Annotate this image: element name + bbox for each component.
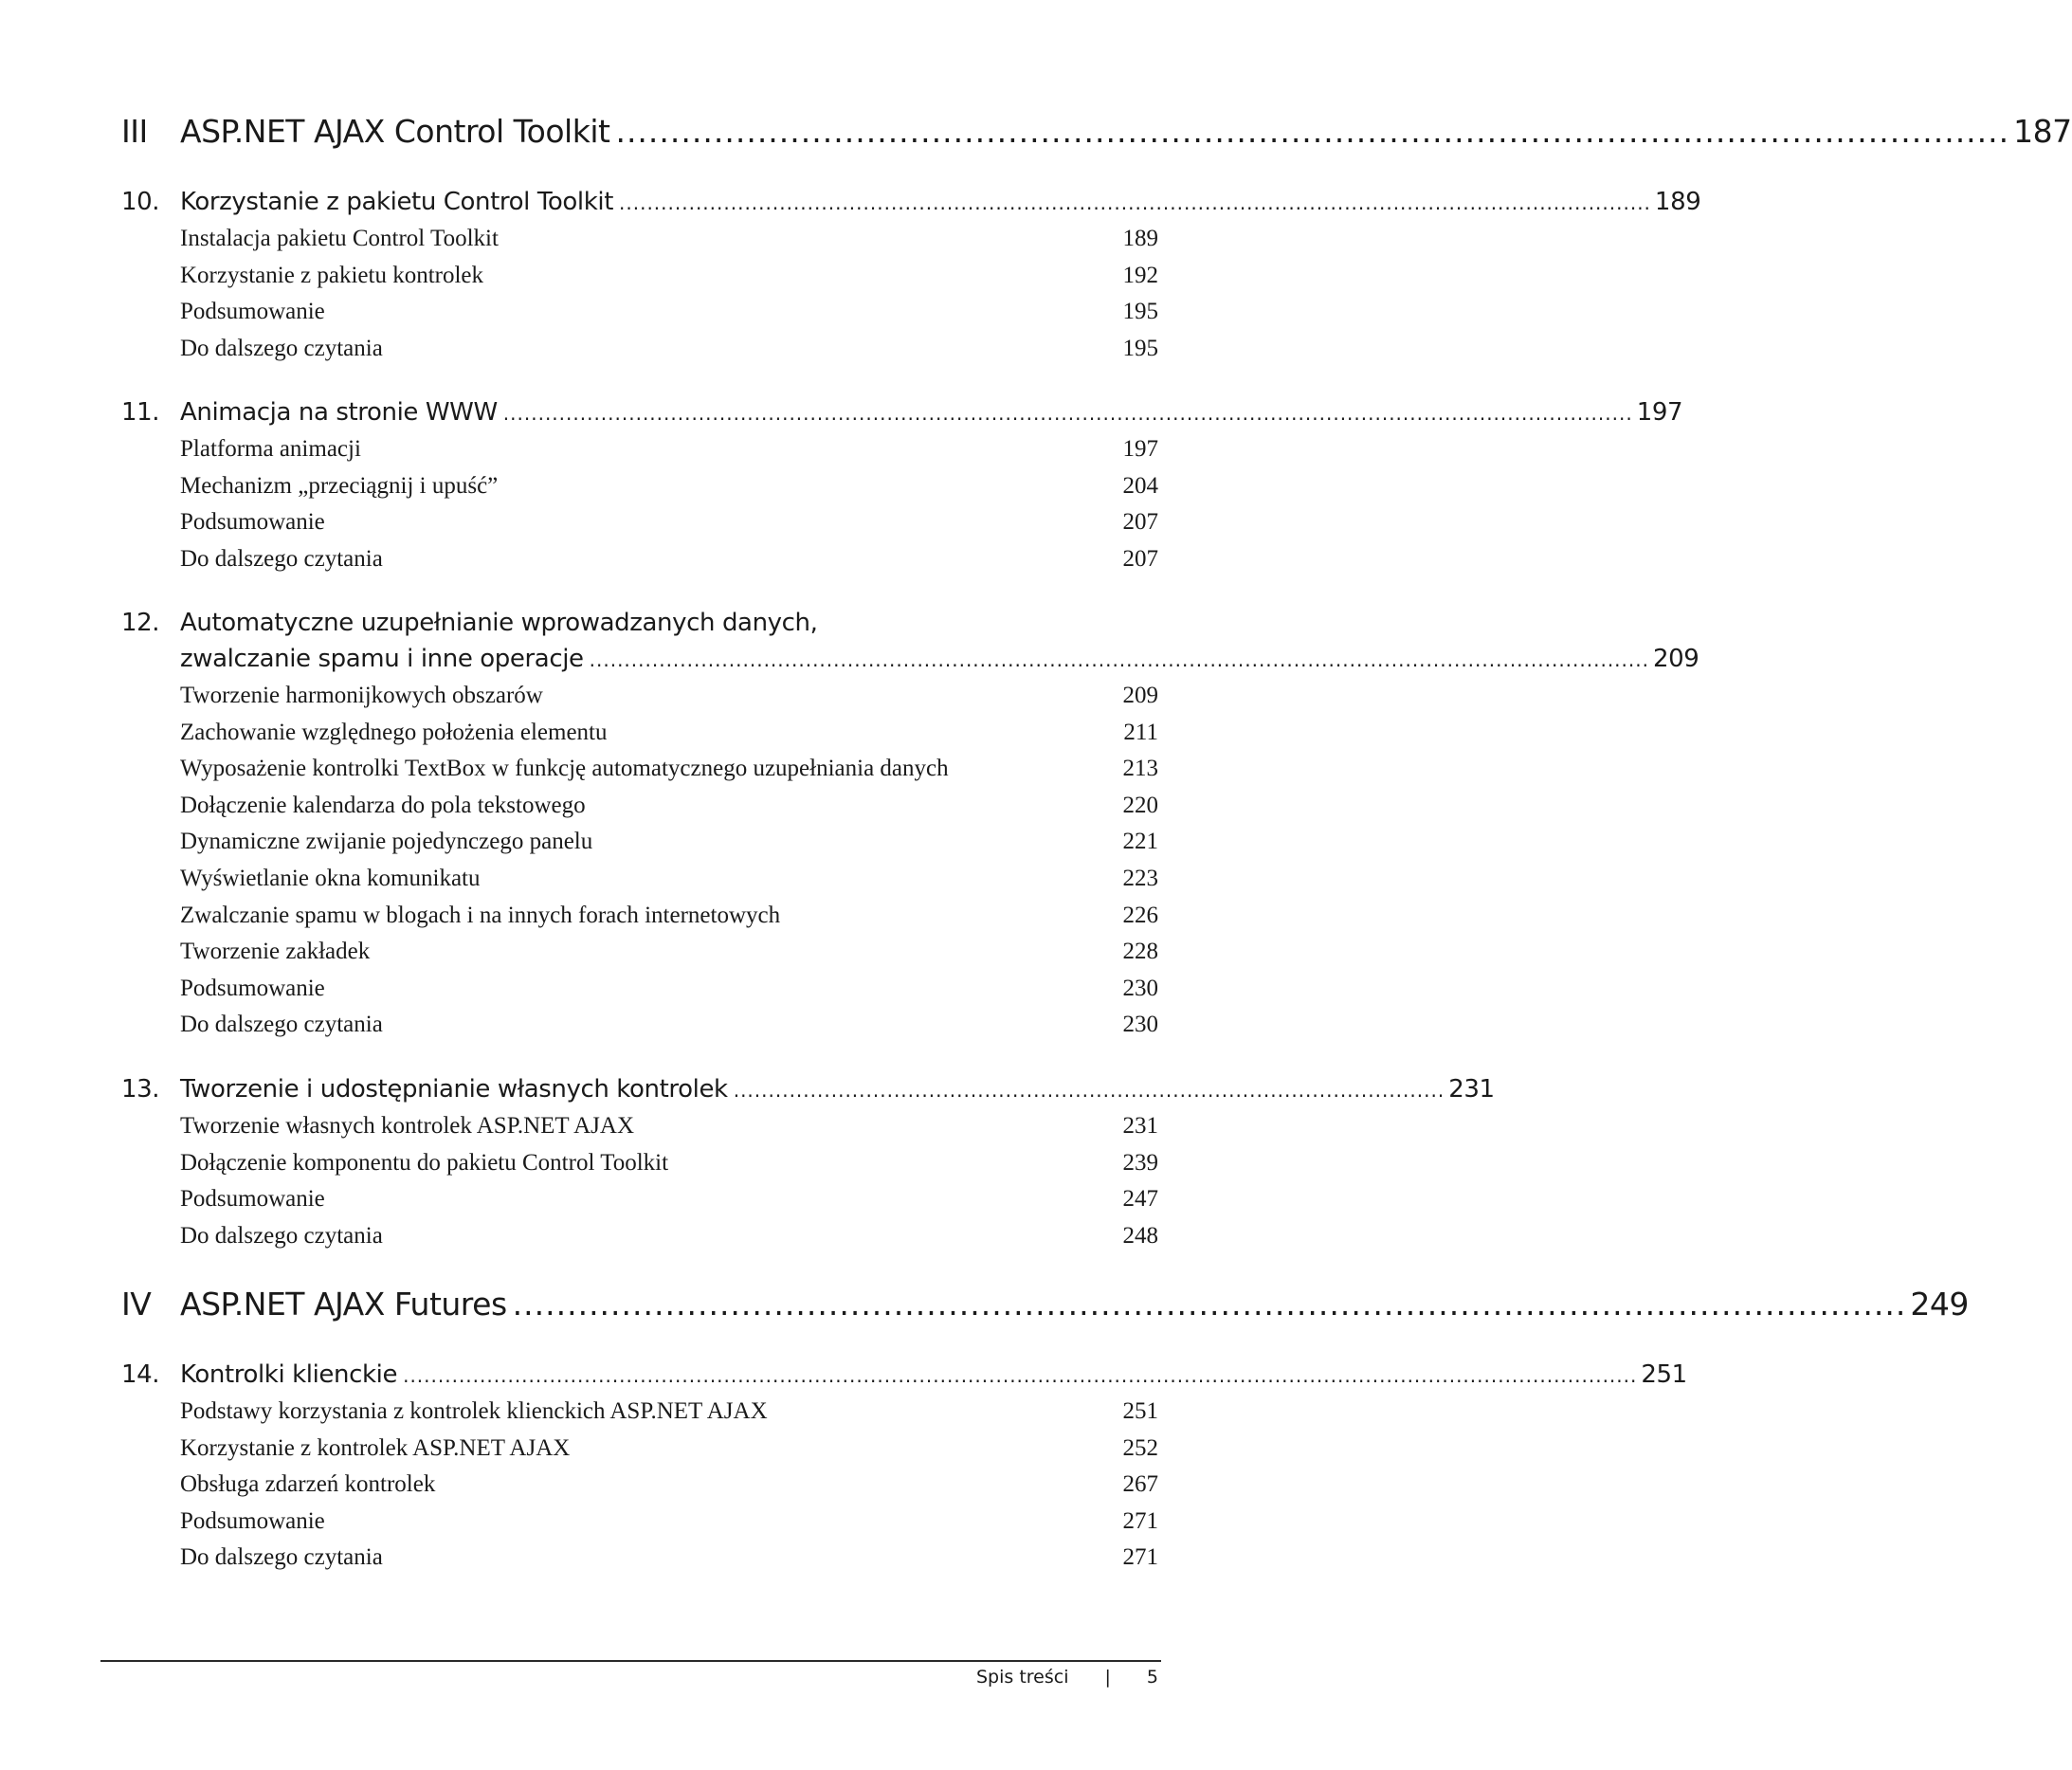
entry-title: Korzystanie z kontrolek ASP.NET AJAX <box>180 1434 571 1461</box>
toc-entry <box>180 976 1158 1013</box>
entry-title: Tworzenie własnych kontrolek ASP.NET AJAX <box>180 1113 634 1139</box>
entry-title: Mechanizm „przeciągnij i upuść” <box>180 472 499 499</box>
part-title: ASP.NET AJAX Futures <box>180 1286 507 1323</box>
entry-title: Do dalszego czytania <box>180 335 383 361</box>
part-heading <box>121 1286 1969 1342</box>
part-page-number: 187 <box>2013 113 2072 150</box>
entry-title: Korzystanie z pakietu kontrolek <box>180 262 484 288</box>
toc-entry <box>180 903 1158 940</box>
entry-page-number: 223 <box>1122 865 1158 891</box>
footer-section-label: Spis treści <box>976 1667 1069 1688</box>
section-list <box>180 1398 1158 1581</box>
entry-page-number: 207 <box>1122 509 1158 536</box>
entry-page-number: 271 <box>1122 1507 1158 1534</box>
toc-entry <box>180 756 1158 793</box>
entry-page-number: 231 <box>1122 1113 1158 1139</box>
entry-page-number: 252 <box>1122 1434 1158 1461</box>
entry-page-number: 195 <box>1122 299 1158 325</box>
chapter-number: 12. <box>121 609 160 637</box>
entry-page-number: 230 <box>1122 975 1158 1001</box>
toc-entry <box>180 226 1158 263</box>
entry-page-number: 197 <box>1122 436 1158 462</box>
chapter-number: 11. <box>121 398 160 427</box>
entry-page-number: 189 <box>1122 226 1158 251</box>
part-number: III <box>121 113 148 150</box>
part-title: ASP.NET AJAX Control Toolkit <box>180 113 610 150</box>
entry-page-number: 226 <box>1122 902 1158 928</box>
entry-page-number: 211 <box>1123 719 1158 745</box>
entry-title: Dołączenie komponentu do pakietu Control Toolkit <box>180 1149 669 1176</box>
entry-title: Tworzenie zakładek <box>180 939 371 965</box>
entry-title: Podsumowanie <box>180 1507 325 1534</box>
toc-entry <box>180 1186 1158 1223</box>
entry-title: Podsumowanie <box>180 1186 325 1213</box>
entry-title: Dynamiczne zwijanie pojedynczego panelu <box>180 829 593 855</box>
toc-entry <box>180 1223 1158 1260</box>
toc-entry <box>180 683 1158 720</box>
entry-page-number: 228 <box>1122 939 1158 965</box>
entry-page-number: 195 <box>1122 335 1158 361</box>
chapter-heading <box>121 1360 1687 1396</box>
section-list <box>180 226 1158 372</box>
entry-page-number: 213 <box>1122 756 1158 782</box>
section-list <box>180 436 1158 582</box>
toc-entry <box>180 263 1158 300</box>
entry-title: Wyświetlanie okna komunikatu <box>180 865 481 891</box>
entry-page-number: 207 <box>1122 545 1158 572</box>
entry-title: Do dalszego czytania <box>180 1222 383 1249</box>
entry-title: Podsumowanie <box>180 509 325 536</box>
chapter-page-number: 231 <box>1448 1075 1495 1104</box>
entry-page-number: 247 <box>1122 1186 1158 1213</box>
entry-page-number: 271 <box>1122 1544 1158 1571</box>
chapter-heading <box>121 1075 1495 1111</box>
dot-leader: ................................................................................................................................ <box>512 1286 1907 1323</box>
page-footer <box>976 1667 1158 1688</box>
dot-leader: .................................................................................................................................................................. <box>502 402 1633 425</box>
dot-leader: ...................................................................................................... <box>733 1079 1445 1102</box>
entry-title: Zachowanie względnego położenia elementu <box>180 719 608 745</box>
entry-title: Podsumowanie <box>180 975 325 1001</box>
footer-rule <box>100 1660 1161 1662</box>
entry-title: Podstawy korzystania z kontrolek klienckich ASP.NET AJAX <box>180 1398 768 1424</box>
chapter-title-continuation: zwalczanie spamu i inne operacje <box>180 645 584 673</box>
toc-entry <box>180 1398 1158 1435</box>
entry-title: Podsumowanie <box>180 299 325 325</box>
entry-title: Do dalszego czytania <box>180 545 383 572</box>
chapter-title: Automatyczne uzupełnianie wprowadzanych danych, <box>180 609 818 637</box>
entry-page-number: 209 <box>1122 683 1158 708</box>
toc-entry <box>180 1471 1158 1508</box>
toc-entry <box>180 336 1158 373</box>
chapter-heading <box>121 609 1699 681</box>
chapter-page-number: 189 <box>1654 188 1701 216</box>
dot-leader: ........................................................................................................................................................ <box>589 648 1649 671</box>
toc-entry <box>180 1012 1158 1049</box>
chapter-page-number: 197 <box>1636 398 1683 427</box>
entry-title: Platforma animacji <box>180 436 361 462</box>
entry-title: Do dalszego czytania <box>180 1012 383 1038</box>
chapter-title: Tworzenie i udostępnianie własnych kontrolek <box>180 1075 728 1104</box>
entry-title: Tworzenie harmonijkowych obszarów <box>180 683 543 708</box>
entry-page-number: 251 <box>1122 1398 1158 1424</box>
entry-page-number: 248 <box>1122 1222 1158 1249</box>
chapter-title: Korzystanie z pakietu Control Toolkit <box>180 188 614 216</box>
part-page-number: 249 <box>1910 1286 1969 1323</box>
part-number: IV <box>121 1286 152 1323</box>
entry-title: Zwalczanie spamu w blogach i na innych forach internetowych <box>180 902 781 928</box>
toc-entry <box>180 1435 1158 1472</box>
toc-entry <box>180 299 1158 336</box>
toc-entry <box>180 473 1158 510</box>
chapter-heading <box>121 188 1701 224</box>
toc-entry <box>180 866 1158 903</box>
toc-entry <box>180 939 1158 976</box>
toc-entry <box>180 1508 1158 1545</box>
entry-page-number: 192 <box>1122 262 1158 288</box>
section-list <box>180 683 1158 1049</box>
chapter-page-number: 209 <box>1652 645 1699 673</box>
chapter-title: Animacja na stronie WWW <box>180 398 498 427</box>
toc-entry <box>180 509 1158 546</box>
entry-title: Obsługa zdarzeń kontrolek <box>180 1471 436 1498</box>
chapter-heading <box>121 398 1683 434</box>
entry-title: Do dalszego czytania <box>180 1544 383 1571</box>
toc-entry <box>180 1150 1158 1187</box>
dot-leader: ................................................................................................................................ <box>615 113 2010 150</box>
toc-entry <box>180 1544 1158 1581</box>
entry-page-number: 239 <box>1122 1149 1158 1176</box>
chapter-page-number: 251 <box>1641 1360 1687 1389</box>
section-list <box>180 1113 1158 1259</box>
entry-page-number: 220 <box>1122 792 1158 818</box>
entry-page-number: 204 <box>1122 472 1158 499</box>
toc-entry <box>180 720 1158 757</box>
toc-entry <box>180 829 1158 866</box>
footer-page-number: 5 <box>1146 1667 1158 1688</box>
entry-page-number: 221 <box>1122 829 1158 855</box>
chapter-number: 13. <box>121 1075 160 1104</box>
chapter-number: 14. <box>121 1360 160 1389</box>
dot-leader: ................................................................................................................................................................................. <box>403 1364 1638 1387</box>
entry-page-number: 267 <box>1122 1471 1158 1498</box>
chapter-number: 10. <box>121 188 160 216</box>
toc-entry <box>180 546 1158 583</box>
entry-title: Instalacja pakietu Control Toolkit <box>180 226 499 251</box>
toc-entry <box>180 1113 1158 1150</box>
entry-title: Dołączenie kalendarza do pola tekstowego <box>180 792 586 818</box>
entry-title: Wyposażenie kontrolki TextBox w funkcję automatycznego uzupełniania danych <box>180 756 949 782</box>
dot-leader: .................................................................................................................................................... <box>619 192 1651 214</box>
entry-page-number: 230 <box>1122 1012 1158 1038</box>
toc-entry <box>180 436 1158 473</box>
part-heading <box>121 113 2072 170</box>
toc-entry <box>180 793 1158 830</box>
chapter-title: Kontrolki klienckie <box>180 1360 398 1389</box>
footer-separator: | <box>1104 1667 1111 1688</box>
